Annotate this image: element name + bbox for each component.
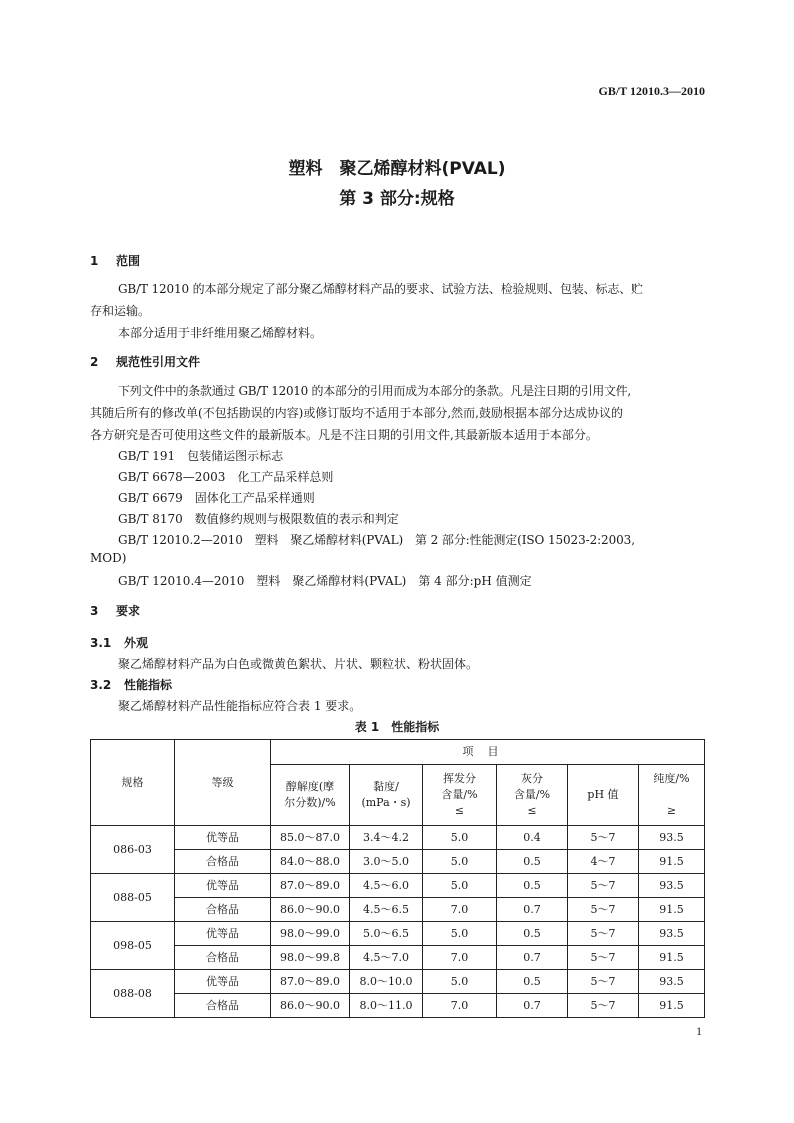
header-text: ≤ (527, 804, 537, 817)
table-cell: 4.5～7.0 (350, 946, 423, 970)
table-cell: 0.4 (497, 826, 568, 850)
table-row (91, 946, 705, 970)
table-cell: 91.5 (639, 898, 705, 922)
table-cell: 93.5 (639, 922, 705, 946)
table-cell: 0.5 (497, 850, 568, 874)
table-cell: 0.5 (497, 922, 568, 946)
table-cell: 0.7 (497, 946, 568, 970)
document-subtitle: 第 3 部分:规格 (339, 189, 455, 209)
table-cell: 91.5 (639, 946, 705, 970)
header-spec: 规格 (91, 740, 175, 826)
table-row (91, 850, 705, 874)
section-number: 3.1 (90, 636, 112, 650)
header-ash (497, 765, 568, 826)
table-row (91, 922, 705, 946)
table-cell: 87.0～89.0 (271, 970, 350, 994)
table-cell: 优等品 (175, 874, 271, 898)
table-cell: 4.5～6.0 (350, 874, 423, 898)
table-row (91, 970, 705, 994)
table-cell: 合格品 (175, 898, 271, 922)
reference-item: GB/T 12010.2—2010 塑料 聚乙烯醇材料(PVAL) 第 2 部分:性能测定(ISO 15023-2:2003, (118, 533, 635, 547)
table-cell: 5～7 (568, 946, 639, 970)
table-cell: 5.0 (423, 970, 497, 994)
document-title: 塑料 聚乙烯醇材料(PVAL) (288, 159, 506, 179)
table-cell: 5.0 (423, 850, 497, 874)
reference-item: GB/T 6679 固体化工产品采样通则 (118, 491, 315, 505)
table-cell: 84.0～88.0 (271, 850, 350, 874)
table-caption: 表 1 性能指标 (354, 720, 440, 734)
section-1-heading (90, 252, 140, 269)
page-number: 1 (696, 1024, 702, 1038)
section-title: 性能指标 (124, 678, 173, 692)
header-text: 醇解度(摩 (285, 780, 335, 793)
header-text: 黏度/ (373, 780, 399, 793)
header-alcoholysis (271, 765, 350, 826)
table-cell: 3.0～5.0 (350, 850, 423, 874)
table-cell: 优等品 (175, 970, 271, 994)
table-cell: 5～7 (568, 874, 639, 898)
table-cell: 合格品 (175, 850, 271, 874)
header-text: 含量/% (441, 788, 478, 801)
table-cell: 优等品 (175, 922, 271, 946)
header-text: 含量/% (513, 788, 551, 801)
table-row (91, 994, 705, 1018)
section-3-heading (90, 602, 140, 619)
table-cell: 5～7 (568, 994, 639, 1018)
table-cell: 5～7 (568, 826, 639, 850)
spec-cell: 088-05 (91, 874, 175, 922)
section-number: 3.2 (90, 678, 112, 692)
table-cell: 5～7 (568, 922, 639, 946)
section-title: 范围 (116, 254, 141, 268)
table-cell: 4～7 (568, 850, 639, 874)
table-cell: 87.0～89.0 (271, 874, 350, 898)
table-row (91, 898, 705, 922)
section-number: 3 (90, 604, 99, 618)
table-cell: 8.0～10.0 (350, 970, 423, 994)
table-cell: 0.5 (497, 874, 568, 898)
table-cell: 3.4～4.2 (350, 826, 423, 850)
header-text: 纯度/% (653, 772, 690, 785)
references-paragraph-line-1: 下列文件中的条款通过 GB/T 12010 的本部分的引用而成为本部分的条款。凡是注日期的引用文件, (118, 384, 631, 398)
table-cell: 合格品 (175, 946, 271, 970)
reference-item: GB/T 6678—2003 化工产品采样总则 (118, 470, 334, 484)
section-title: 规范性引用文件 (116, 355, 201, 369)
table-cell: 98.0～99.0 (271, 922, 350, 946)
table-cell: 5.0 (423, 874, 497, 898)
header-text: 尔分数)/% (284, 796, 336, 809)
header-purity (639, 765, 705, 826)
spec-cell: 098-05 (91, 922, 175, 970)
performance-table (90, 739, 705, 1018)
table-cell: 98.0～99.8 (271, 946, 350, 970)
reference-item-continuation: MOD) (90, 551, 127, 565)
table-cell: 93.5 (639, 970, 705, 994)
standard-code: GB/T 12010.3—2010 (598, 84, 705, 98)
table-cell: 0.7 (497, 898, 568, 922)
header-spacer (639, 787, 704, 803)
table-cell: 8.0～11.0 (350, 994, 423, 1018)
section-number: 2 (90, 355, 99, 369)
table-cell: 优等品 (175, 826, 271, 850)
header-text: ≥ (666, 804, 677, 817)
table-cell: 91.5 (639, 850, 705, 874)
header-text: 挥发分 (443, 772, 476, 785)
header-volatile (423, 765, 497, 826)
scope-paragraph-line-2: 存和运输。 (90, 304, 151, 318)
section-title: 要求 (116, 604, 141, 618)
section-3-2-heading (90, 676, 172, 693)
section-title: 外观 (124, 636, 149, 650)
header-ph: pH 值 (568, 765, 639, 826)
header-item: 项目 (271, 740, 705, 765)
table-cell: 5.0～6.5 (350, 922, 423, 946)
reference-item: GB/T 191 包装储运图示标志 (118, 449, 284, 463)
section-number: 1 (90, 254, 99, 268)
section-2-heading (90, 353, 200, 370)
table-cell: 5～7 (568, 970, 639, 994)
references-paragraph-line-3: 各方研究是否可使用这些文件的最新版本。凡是不注日期的引用文件,其最新版本适用于本部分。 (90, 428, 598, 442)
table-cell: 5～7 (568, 898, 639, 922)
table-row (91, 826, 705, 850)
table-cell: 86.0～90.0 (271, 898, 350, 922)
header-text: ≤ (454, 804, 465, 817)
table-cell: 86.0～90.0 (271, 994, 350, 1018)
table-cell: 93.5 (639, 874, 705, 898)
spec-cell: 086-03 (91, 826, 175, 874)
header-grade: 等级 (175, 740, 271, 826)
table-cell: 85.0～87.0 (271, 826, 350, 850)
table-cell: 93.5 (639, 826, 705, 850)
reference-item: GB/T 8170 数值修约规则与极限数值的表示和判定 (118, 512, 399, 526)
table-cell: 0.7 (497, 994, 568, 1018)
spec-cell: 088-08 (91, 970, 175, 1018)
header-text: (mPa・s) (361, 796, 411, 809)
table-cell: 5.0 (423, 922, 497, 946)
header-text: 灰分 (521, 772, 543, 785)
table-cell: 7.0 (423, 898, 497, 922)
table-cell: 7.0 (423, 994, 497, 1018)
reference-item: GB/T 12010.4—2010 塑料 聚乙烯醇材料(PVAL) 第 4 部分:pH 值测定 (118, 574, 532, 588)
scope-paragraph-2: 本部分适用于非纤维用聚乙烯醇材料。 (118, 326, 323, 340)
table-cell: 0.5 (497, 970, 568, 994)
table-cell: 91.5 (639, 994, 705, 1018)
scope-paragraph-line-1: GB/T 12010 的本部分规定了部分聚乙烯醇材料产品的要求、试验方法、检验规则、包装、标志、贮 (118, 282, 643, 296)
section-3-1-heading (90, 634, 148, 651)
table-row (91, 874, 705, 898)
references-paragraph-line-2: 其随后所有的修改单(不包括勘误的内容)或修订版均不适用于本部分,然而,鼓励根据本部分达成协议的 (90, 406, 623, 420)
header-viscosity (350, 765, 423, 826)
table-cell: 4.5～6.5 (350, 898, 423, 922)
performance-text: 聚乙烯醇材料产品性能指标应符合表 1 要求。 (118, 699, 362, 713)
table-cell: 7.0 (423, 946, 497, 970)
appearance-text: 聚乙烯醇材料产品为白色或微黄色絮状、片状、颗粒状、粉状固体。 (118, 657, 479, 671)
table-cell: 5.0 (423, 826, 497, 850)
table-cell: 合格品 (175, 994, 271, 1018)
